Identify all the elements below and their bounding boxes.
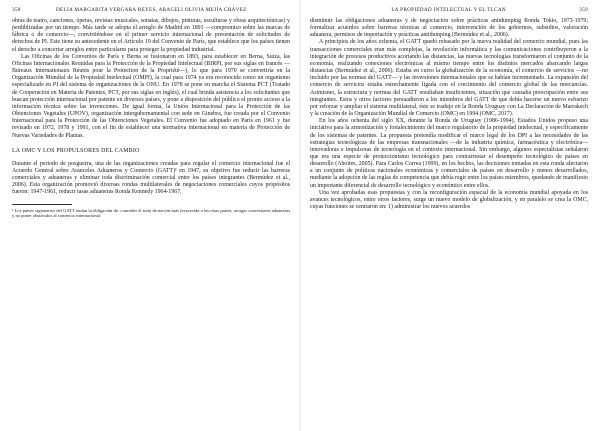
paragraph: disminuir las obligaciones aduaneras y de negociación sobre prácticas antidumping Ronda Tokio, 1973-1979; formalizar acuerdos sobre barreras técnicas al comercio, intervención de los gobiernos, subsidios, valoración aduanera, permisos de importación y prácticas antidumping (Bermúdez et al., 2006). bbox=[310, 18, 588, 39]
running-head: LA PROPIEDAD INTELECTUAL Y EL TLCAN bbox=[391, 7, 506, 13]
page-number: 358 bbox=[12, 7, 21, 13]
right-page bbox=[300, 0, 600, 431]
section-heading: LA OMC Y LOS PROPULSORES DEL CAMBIO bbox=[12, 147, 140, 154]
right-page-header bbox=[310, 0, 588, 18]
paragraph: A principios de los años ochenta, el GATT quedó rebasado por la nueva realidad del comercio mundial, pues las transacciones comerciales eran más complejas, la revolución informática y las comunicaciones contribuyeron a la integración de procesos productivos acortando las distancias, las nuevas tecnologías transformaron el conjunto de la economía, realizando conexiones electrónicas al mismo tiempo entre los distintos mercados abarcando largas distancias (Bermúdez et al., 2006). Estaba en curso la globalización de la economía, el comercio de servicios —no incluido por las normas del GATT— y las inversiones internacionales que se habían incrementado. La expansión del comercio de servicios estaba estrechamente ligada con el crecimiento del comercio global de las mercancías. Asimismo, la estructura y normas del GATT resultaban insuficientes, situación que causaba preocupación entre sus integrantes. Estos y otros factores persuadieron a los miembros del GATT de que debía hacerse un nuevo esfuerzo por reforzar y ampliar el sistema multilateral, éste se tradujo en la Ronda Uruguay con La Declaración de Marrakech y la creación de la Organización Mundial de Comercio (OMC) en 1994 (OMC, 2017). bbox=[310, 39, 588, 118]
running-head: DELIA MARGARITA VERGARA REYES, ARACELI OLIVIA MEJÍA CHÁVEZ bbox=[56, 7, 247, 13]
paragraph: Durante el periodo de posguerra, una de las organizaciones creadas para regular el comercio internacional fue el Acuerdo General sobre Aranceles Aduaneros y Comercio (GATT)¹ en 1947, su objetivo fue reducir las barreras comerciales y aduaneras y eliminar toda discriminación comercial entre los países integrantes (Bermúdez et al., 2006). Esta organización promovió diversas rondas multilaterales de negociaciones comerciales cuyos propósitos fueron: 1947-1961, reducir tasas aduaneras Ronda Kennedy 1964-1967, bbox=[12, 160, 290, 196]
paragraph: Las Oficinas de los Convenios de París y Berna se fusionaron en 1893, para establecer en Berna, Suiza, las Oficinas Internacionales Reunidas para la Protección de la Propiedad Intelectual (BIRPI, por sus siglas en francés —Bureaux Internationaux Réunis pour la Protection de la Propriété—), lo que para 1970 se convertiría en la Organización Mundial de la Propiedad Intelectual (OMPI), la cual para 1974 ya era reconocida como un organismo especializado en PI del sistema de organizaciones de la ONU. En 1978 se pone en marcha el Sistema PCT (Tratado de Cooperación en Materia de Patentes, PCT, por sus siglas en inglés), el cual brinda asistencia a los solicitantes que buscan protección internacional por patente en diversos países, y pone a disposición del público el pronto acceso a la información técnica sobre las invenciones. De igual forma, la Unión Internacional para la Protección de las Obtenciones Vegetales (UPOV), organización intergubernamental con sede en Ginebra, fue creada por el Convenio Internacional para la Protección de las Obtenciones Vegetales. El Convenio fue adoptado en París en 1961 y fue revisado en 1972, 1978 y 1991, con el fin de establecer una normativa internacional en materia de Protección de Nuevas Variedades de Plantas. bbox=[12, 53, 290, 139]
footnote-divider bbox=[12, 204, 72, 205]
footnote: ¹ Los países signatarios del GATT tenían la obligación de: conceder el trato de nación más favorecida a las otras partes; otorgar concesiones aduaneras y no poner obstáculos al comercio internacional. bbox=[12, 207, 290, 219]
left-page-body bbox=[12, 18, 290, 197]
page-number: 359 bbox=[579, 7, 588, 13]
paragraph: Una vez aprobadas esas propuestas y con la reconfiguración espacial de la economía mundial apoyada en los avances tecnológicos, entre otros factores, surge un nuevo modelo de globalización, y en paralelo se crea la OMC, cuyas funciones se centraron en: 1) administrar los nuevos acuerdos bbox=[310, 189, 588, 211]
paragraph: obras de teatro, canciones, óperas, revistas musicales, sonatas, dibujos, pinturas, esculturas y obras arquitectónicas) y perdiblizadas por un tiempo. Más tarde se adopta el arreglo de Madrid en 1891 —compromiso sobre las marcas de fábrica o de comercio—, convirtiéndose en el primer servicio internacional de presentación de solicitudes de derechos de PI. Este tiene su antecedente en el Artículo 19 del Convenio de París, que establece que los países tienen el derecho a concertar arreglos entre particulares para proteger la propiedad industrial. bbox=[12, 18, 290, 53]
paragraph: En los años ochenta del siglo XX, durante la Ronda de Uruguay (1986-1994), Estados Unidos propuso una iniciativa para la armonización y fortalecimiento del marco regulatorio de la propiedad intelectual, y específicamente de los sistemas de patentes. La propuesta pretendía modificar el marco legal de los DPI a las necesidades de las estrategias tecnológicas de las empresas transnacionales —de la industria química, farmacéutica y electrónica— innovadoras e impulsoras de tecnología en el contexto internacional. Sin embargo, algunos especialistas señalaron que era una especie de proteccionismo tecnológico para contrarrestar el desempeño tecnológico de países en desarrollo (Aboites, 2005). Para Carlos Correa (1999), en los hechos, las decisiones tomadas en esta ronda afectaron a un conjunto de políticas nacionales económicas y comerciales de países en desarrollo y menos desarrollados, mediante la adopción de las reglas de competencia que debía regir entre los países miembros, quedando de manifiesto un importante diferencial de desarrollo tecnológico y económico entre ellos. bbox=[310, 118, 588, 189]
left-page-header bbox=[12, 0, 290, 18]
right-page-body bbox=[310, 18, 588, 211]
